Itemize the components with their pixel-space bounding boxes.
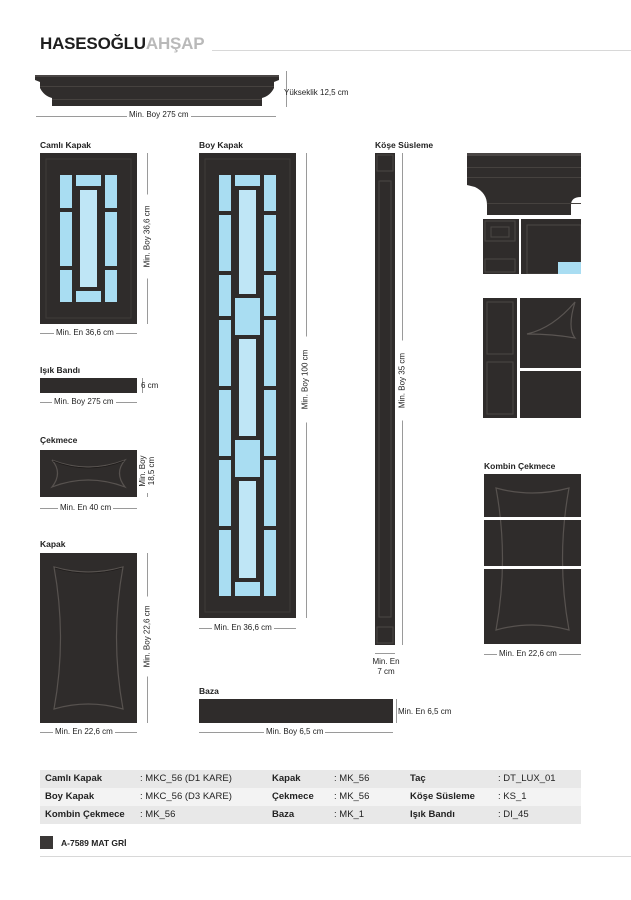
- camli-kapak-height-label: Min. Boy 36,6 cm: [143, 195, 152, 279]
- camli-kapak-title: Camlı Kapak: [40, 140, 92, 150]
- spec-key: Köşe Süsleme: [410, 791, 475, 802]
- spec-value: : MK_1: [334, 809, 365, 820]
- kose-susleme-width-label-line2: 7 cm: [377, 667, 395, 676]
- corner-detail-image: [483, 219, 581, 274]
- spec-value: : KS_1: [498, 791, 527, 802]
- footer-divider: [40, 856, 631, 857]
- kombin-cekmece-image: [484, 474, 581, 644]
- spec-key: Işık Bandı: [410, 809, 455, 820]
- boy-kapak-title: Boy Kapak: [199, 140, 243, 150]
- baza-title: Baza: [199, 686, 219, 696]
- cekmece-image: [40, 450, 137, 497]
- isik-bandi-height-label: 6 cm: [141, 381, 159, 390]
- spec-value: : MKC_56 (D1 KARE): [140, 773, 232, 784]
- cekmece-height-label: [138, 449, 156, 493]
- header-divider: [212, 50, 631, 51]
- spec-row-2: [40, 788, 581, 806]
- spec-value: : MK_56: [334, 791, 370, 802]
- isik-bandi-title: Işık Bandı: [40, 365, 81, 375]
- spec-key: Boy Kapak: [45, 791, 95, 802]
- brand-suffix: AHŞAP: [145, 34, 205, 53]
- spec-table: [40, 770, 581, 824]
- crown-height-label: Yükseklik 12,5 cm: [284, 88, 349, 97]
- cekmece-height-label-line2: 18,5 cm: [147, 456, 156, 486]
- spec-row-3: [40, 806, 581, 824]
- kose-susleme-image: [375, 153, 395, 645]
- isik-bandi-length-label: Min. Boy 275 cm: [54, 397, 114, 406]
- boy-kapak-width-label: Min. En 36,6 cm: [214, 623, 272, 632]
- spec-value: : MKC_56 (D3 KARE): [140, 791, 232, 802]
- kose-susleme-title: Köşe Süsleme: [375, 140, 434, 150]
- kapak-height-label: Min. Boy 22,6 cm: [143, 597, 152, 677]
- kose-susleme-width-label-line1: Min. En: [372, 657, 400, 666]
- kapak-width-label: Min. En 22,6 cm: [55, 727, 113, 736]
- brand-name: HASESOĞLU: [40, 34, 146, 53]
- baza-height-label: Min. En 6,5 cm: [398, 707, 452, 716]
- color-swatch: [40, 836, 53, 849]
- crown-length-label: Min. Boy 275 cm: [129, 110, 189, 119]
- kose-susleme-width-label: [368, 657, 404, 677]
- baza-image: [199, 699, 393, 723]
- crown-molding-image: [34, 72, 280, 108]
- spec-row-1: [40, 770, 581, 788]
- cekmece-height-label-line1: Min. Boy: [138, 455, 147, 487]
- spec-value: : MK_56: [140, 809, 176, 820]
- camli-kapak-image: [40, 153, 137, 324]
- kose-susleme-height-label: Min. Boy 35 cm: [398, 341, 407, 421]
- cekmece-title: Çekmece: [40, 435, 78, 445]
- spec-key: Kapak: [272, 773, 301, 784]
- spec-value: : MK_56: [334, 773, 370, 784]
- cekmece-width-label: Min. En 40 cm: [60, 503, 112, 512]
- spec-value: : DT_LUX_01: [498, 773, 556, 784]
- spec-key: Baza: [272, 809, 295, 820]
- color-label: A-7589 MAT GRİ: [61, 838, 127, 848]
- spec-key: Çekmece: [272, 791, 314, 802]
- kapak-title: Kapak: [40, 539, 66, 549]
- kombin-cekmece-title: Kombin Çekmece: [484, 461, 556, 471]
- boy-kapak-image: [199, 153, 296, 618]
- kapak-image: [40, 553, 137, 723]
- brand-logo: [40, 34, 204, 54]
- boy-kapak-height-label: Min. Boy 100 cm: [301, 337, 310, 423]
- door-corner-detail-image: [483, 298, 581, 418]
- spec-key: Taç: [410, 773, 426, 784]
- crown-detail-image: [467, 153, 581, 215]
- spec-key: Camlı Kapak: [45, 773, 103, 784]
- isik-bandi-image: [40, 378, 137, 393]
- baza-length-label: Min. Boy 6,5 cm: [266, 727, 324, 736]
- spec-key: Kombin Çekmece: [45, 809, 125, 820]
- kombin-cekmece-width-label: Min. En 22,6 cm: [499, 649, 557, 658]
- camli-kapak-width-label: Min. En 36,6 cm: [56, 328, 114, 337]
- spec-value: : DI_45: [498, 809, 529, 820]
